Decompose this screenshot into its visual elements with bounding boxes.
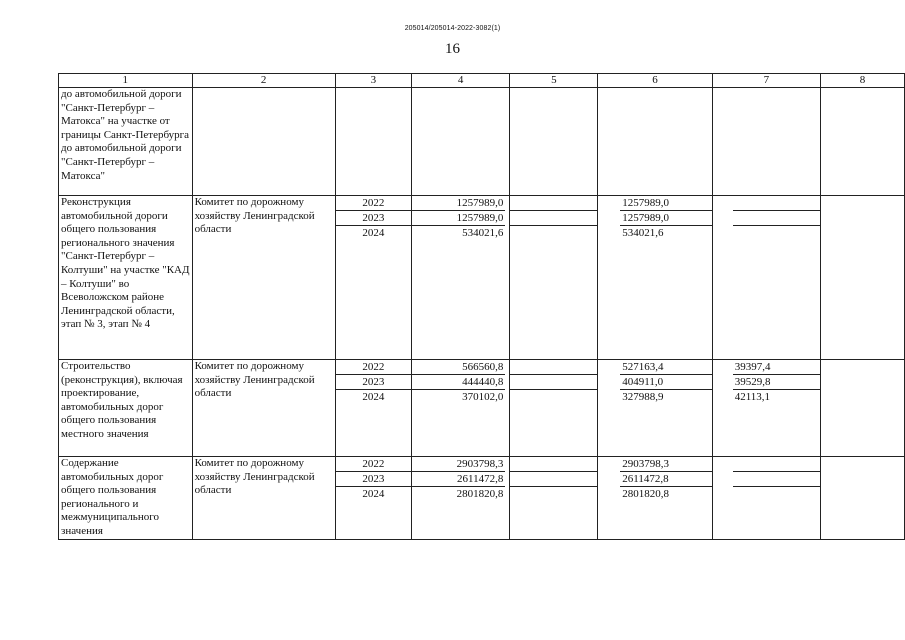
col8-cell	[821, 196, 905, 360]
col6-value: 2611472,8	[620, 472, 711, 487]
col7-value	[735, 487, 818, 501]
col8-cell	[821, 457, 905, 540]
col4-cell	[411, 457, 509, 540]
column-header-8: 8	[821, 74, 905, 88]
col4-cell	[411, 360, 509, 457]
col5-value	[512, 487, 595, 501]
col6-cell	[598, 360, 712, 457]
col8-cell	[821, 88, 905, 196]
col6-cell	[598, 88, 712, 196]
col4-value: 370102,0	[462, 391, 504, 403]
col4-value: 1257989,0	[412, 196, 505, 211]
column-header-3: 3	[335, 74, 411, 88]
year-value: 2024	[362, 391, 385, 403]
year-cell	[335, 88, 411, 196]
table-row	[59, 360, 905, 457]
col7-value	[733, 472, 820, 487]
col5-cell	[510, 196, 598, 360]
col5-value	[510, 196, 597, 211]
col7-value	[733, 196, 820, 211]
col7-cell	[712, 88, 820, 196]
row-name-cell: до автомобильной дороги "Санкт-Петербург – Матокса" на участке от границы Санкт-Петербурга до автомобильной дороги "Санкт-Петербург – Матокса"	[59, 88, 193, 196]
col6-value: 404911,0	[620, 375, 711, 390]
column-header-2: 2	[192, 74, 335, 88]
row-agency-cell: Комитет по дорожному хозяйству Ленинградской области	[192, 360, 335, 457]
year-value: 2024	[362, 488, 385, 500]
col7-value	[733, 457, 820, 472]
year-cell	[335, 196, 411, 360]
year-value: 2024	[362, 227, 385, 239]
row-agency-cell: Комитет по дорожному хозяйству Ленинградской области	[192, 457, 335, 540]
column-header-6: 6	[598, 74, 712, 88]
year-cell	[335, 360, 411, 457]
col5-value	[512, 226, 595, 240]
col7-cell	[712, 196, 820, 360]
col5-value	[510, 472, 597, 487]
col5-value	[510, 457, 597, 472]
col7-value: 39397,4	[733, 360, 820, 375]
col7-cell	[712, 360, 820, 457]
year-value: 2022	[336, 360, 411, 375]
col6-value: 327988,9	[622, 391, 664, 403]
col8-cell	[821, 360, 905, 457]
col4-value: 566560,8	[412, 360, 505, 375]
table-row	[59, 457, 905, 540]
year-value: 2022	[336, 457, 411, 472]
year-value: 2023	[336, 375, 411, 390]
col4-value: 2801820,8	[456, 488, 504, 500]
column-header-1: 1	[59, 74, 193, 88]
col5-cell	[510, 457, 598, 540]
col4-value: 444440,8	[412, 375, 505, 390]
col5-value	[510, 375, 597, 390]
row-agency-cell: Комитет по дорожному хозяйству Ленинградской области	[192, 196, 335, 360]
col6-cell	[598, 196, 712, 360]
budget-table	[58, 73, 905, 540]
col7-value	[735, 226, 818, 240]
column-number-row	[59, 74, 905, 88]
row-name-cell: Реконструкция автомобильной дороги общего пользования регионального значения "Санкт-Петербург – Колтуши" на участке "КАД – Колтуши" во Всеволожском районе Ленинградской области, этап № 3, этап № 4	[59, 196, 193, 360]
col6-value: 527163,4	[620, 360, 711, 375]
document-id: 205014/205014-2022-3082(1)	[404, 25, 501, 32]
col5-value	[512, 390, 595, 404]
table-row	[59, 88, 905, 196]
year-value: 2022	[336, 196, 411, 211]
col4-value: 534021,6	[462, 227, 504, 239]
col5-value	[510, 360, 597, 375]
col5-cell	[510, 360, 598, 457]
page-number: 16	[445, 41, 460, 57]
col7-value: 39529,8	[733, 375, 820, 390]
year-cell	[335, 457, 411, 540]
table-row	[59, 196, 905, 360]
column-header-5: 5	[510, 74, 598, 88]
year-value: 2023	[336, 211, 411, 226]
col6-value: 1257989,0	[620, 196, 711, 211]
col6-value: 1257989,0	[620, 211, 711, 226]
col4-cell	[411, 88, 509, 196]
col6-cell	[598, 457, 712, 540]
col6-value: 2903798,3	[620, 457, 711, 472]
col5-value	[510, 211, 597, 226]
row-agency-cell	[192, 88, 335, 196]
col7-cell	[712, 457, 820, 540]
col4-value: 2903798,3	[412, 457, 505, 472]
row-name-cell: Содержание автомобильных дорог общего пользования регионального и межмуниципального значения	[59, 457, 193, 540]
col4-value: 1257989,0	[412, 211, 505, 226]
year-value: 2023	[336, 472, 411, 487]
col6-value: 2801820,8	[622, 488, 669, 500]
column-header-4: 4	[411, 74, 509, 88]
column-header-7: 7	[712, 74, 820, 88]
col4-value: 2611472,8	[412, 472, 505, 487]
row-name-cell: Строительство (реконструкция), включая проектирование, автомобильных дорог общего пользования местного значения	[59, 360, 193, 457]
col7-value: 42113,1	[734, 391, 771, 403]
col5-cell	[510, 88, 598, 196]
col6-value: 534021,6	[622, 227, 664, 239]
col7-value	[733, 211, 820, 226]
col4-cell	[411, 196, 509, 360]
